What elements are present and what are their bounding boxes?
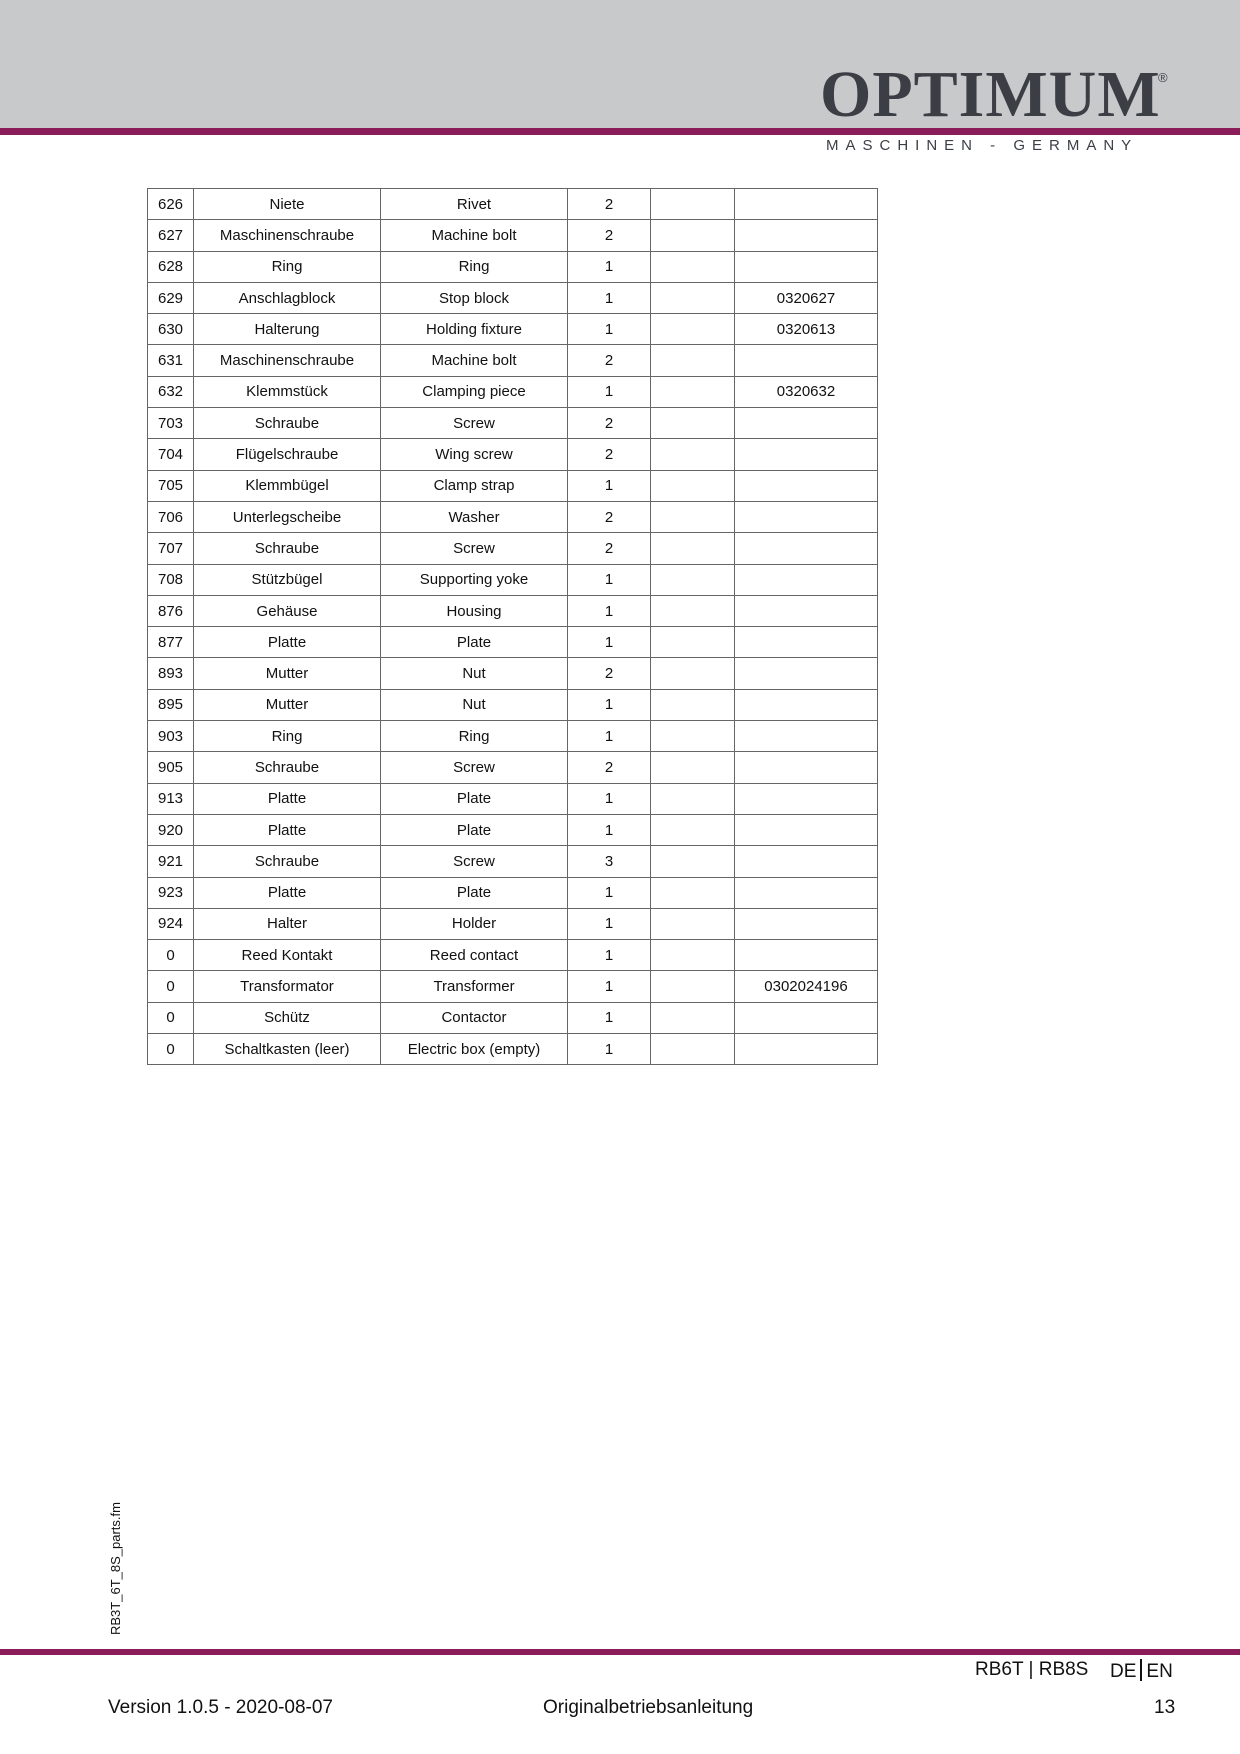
part-name-en: Clamp strap — [381, 470, 568, 501]
lang-en: EN — [1146, 1661, 1173, 1682]
part-name-en: Screw — [381, 752, 568, 783]
part-size — [651, 877, 735, 908]
part-quantity: 2 — [568, 189, 651, 220]
part-name-de: Schütz — [194, 1002, 381, 1033]
part-quantity: 1 — [568, 564, 651, 595]
part-name-en: Nut — [381, 658, 568, 689]
table-row — [148, 971, 878, 1002]
part-name-de: Reed Kontakt — [194, 940, 381, 971]
part-article-number — [735, 814, 878, 845]
part-position: 0 — [148, 1002, 194, 1033]
part-quantity: 1 — [568, 470, 651, 501]
part-size — [651, 439, 735, 470]
table-row — [148, 752, 878, 783]
table-row — [148, 282, 878, 313]
logo-tagline: MASCHINEN - GERMANY — [826, 137, 1139, 154]
lang-de: DE — [1110, 1661, 1137, 1682]
part-position: 630 — [148, 314, 194, 345]
table-row — [148, 376, 878, 407]
part-name-en: Clamping piece — [381, 376, 568, 407]
table-row — [148, 689, 878, 720]
part-name-de: Maschinenschraube — [194, 220, 381, 251]
part-quantity: 1 — [568, 940, 651, 971]
table-row — [148, 595, 878, 626]
part-position: 706 — [148, 501, 194, 532]
part-name-en: Electric box (empty) — [381, 1034, 568, 1065]
part-name-en: Contactor — [381, 1002, 568, 1033]
part-name-en: Nut — [381, 689, 568, 720]
part-quantity: 1 — [568, 376, 651, 407]
part-position: 704 — [148, 439, 194, 470]
part-article-number: 0320627 — [735, 282, 878, 313]
part-position: 893 — [148, 658, 194, 689]
part-quantity: 1 — [568, 908, 651, 939]
part-name-de: Platte — [194, 627, 381, 658]
part-name-en: Screw — [381, 533, 568, 564]
part-size — [651, 408, 735, 439]
part-name-de: Platte — [194, 814, 381, 845]
part-size — [651, 376, 735, 407]
part-size — [651, 627, 735, 658]
part-position: 708 — [148, 564, 194, 595]
part-name-de: Gehäuse — [194, 595, 381, 626]
part-name-en: Stop block — [381, 282, 568, 313]
part-quantity: 1 — [568, 1034, 651, 1065]
page-number: 13 — [1154, 1697, 1176, 1718]
table-row — [148, 846, 878, 877]
part-name-de: Halter — [194, 908, 381, 939]
part-quantity: 2 — [568, 345, 651, 376]
part-article-number — [735, 595, 878, 626]
part-size — [651, 314, 735, 345]
table-row — [148, 721, 878, 752]
part-quantity: 3 — [568, 846, 651, 877]
table-row — [148, 658, 878, 689]
part-article-number — [735, 627, 878, 658]
optimum-logo — [820, 58, 1170, 154]
part-size — [651, 189, 735, 220]
part-name-de: Schraube — [194, 752, 381, 783]
part-size — [651, 940, 735, 971]
part-position: 629 — [148, 282, 194, 313]
part-article-number — [735, 689, 878, 720]
part-name-en: Holding fixture — [381, 314, 568, 345]
table-row — [148, 1002, 878, 1033]
part-position: 703 — [148, 408, 194, 439]
table-row — [148, 814, 878, 845]
part-size — [651, 533, 735, 564]
part-name-de: Flügelschraube — [194, 439, 381, 470]
part-name-de: Ring — [194, 721, 381, 752]
table-row — [148, 783, 878, 814]
part-name-de: Stützbügel — [194, 564, 381, 595]
footer-models: RB6T | RB8S — [975, 1659, 1089, 1680]
part-article-number — [735, 564, 878, 595]
part-name-en: Screw — [381, 408, 568, 439]
part-name-en: Transformer — [381, 971, 568, 1002]
part-position: 631 — [148, 345, 194, 376]
part-size — [651, 564, 735, 595]
part-name-de: Mutter — [194, 689, 381, 720]
part-article-number — [735, 940, 878, 971]
part-name-de: Mutter — [194, 658, 381, 689]
table-row — [148, 564, 878, 595]
part-name-en: Plate — [381, 783, 568, 814]
part-size — [651, 908, 735, 939]
part-quantity: 1 — [568, 783, 651, 814]
parts-table-body — [148, 189, 878, 1065]
part-position: 705 — [148, 470, 194, 501]
part-position: 920 — [148, 814, 194, 845]
part-quantity: 1 — [568, 877, 651, 908]
part-name-en: Washer — [381, 501, 568, 532]
part-article-number — [735, 752, 878, 783]
part-name-en: Machine bolt — [381, 345, 568, 376]
part-name-en: Ring — [381, 251, 568, 282]
table-row — [148, 314, 878, 345]
table-row — [148, 533, 878, 564]
part-position: 895 — [148, 689, 194, 720]
part-article-number — [735, 408, 878, 439]
part-position: 905 — [148, 752, 194, 783]
part-size — [651, 470, 735, 501]
part-position: 0 — [148, 971, 194, 1002]
part-article-number — [735, 908, 878, 939]
part-size — [651, 752, 735, 783]
part-position: 876 — [148, 595, 194, 626]
part-name-en: Housing — [381, 595, 568, 626]
part-position: 913 — [148, 783, 194, 814]
part-quantity: 1 — [568, 627, 651, 658]
part-size — [651, 971, 735, 1002]
part-name-de: Schraube — [194, 846, 381, 877]
part-position: 924 — [148, 908, 194, 939]
footer-document-title: Originalbetriebsanleitung — [543, 1697, 754, 1718]
table-row — [148, 501, 878, 532]
part-quantity: 2 — [568, 439, 651, 470]
part-article-number — [735, 439, 878, 470]
part-name-de: Klemmstück — [194, 376, 381, 407]
part-quantity: 1 — [568, 595, 651, 626]
part-name-de: Platte — [194, 877, 381, 908]
part-quantity: 2 — [568, 408, 651, 439]
part-size — [651, 220, 735, 251]
part-name-en: Screw — [381, 846, 568, 877]
table-row — [148, 940, 878, 971]
part-name-de: Ring — [194, 251, 381, 282]
part-name-en: Plate — [381, 814, 568, 845]
footer-languages — [1110, 1659, 1173, 1683]
part-quantity: 1 — [568, 251, 651, 282]
registered-mark: ® — [1158, 70, 1168, 85]
table-row — [148, 627, 878, 658]
part-size — [651, 251, 735, 282]
part-name-en: Plate — [381, 627, 568, 658]
part-quantity: 2 — [568, 752, 651, 783]
part-name-en: Reed contact — [381, 940, 568, 971]
part-article-number — [735, 251, 878, 282]
part-article-number — [735, 1002, 878, 1033]
part-size — [651, 501, 735, 532]
parts-table — [147, 188, 878, 1065]
part-name-de: Unterlegscheibe — [194, 501, 381, 532]
part-position: 903 — [148, 721, 194, 752]
table-row — [148, 1034, 878, 1065]
part-quantity: 1 — [568, 1002, 651, 1033]
part-name-de: Anschlagblock — [194, 282, 381, 313]
part-article-number — [735, 501, 878, 532]
part-position: 632 — [148, 376, 194, 407]
part-quantity: 2 — [568, 658, 651, 689]
part-article-number — [735, 877, 878, 908]
part-name-de: Niete — [194, 189, 381, 220]
part-size — [651, 814, 735, 845]
logo-wordmark: OPTIMUM — [820, 58, 1161, 131]
part-article-number: 0320632 — [735, 376, 878, 407]
part-size — [651, 721, 735, 752]
part-size — [651, 783, 735, 814]
part-article-number: 0320613 — [735, 314, 878, 345]
part-size — [651, 846, 735, 877]
part-quantity: 1 — [568, 814, 651, 845]
part-name-de: Schraube — [194, 533, 381, 564]
part-size — [651, 282, 735, 313]
part-size — [651, 1002, 735, 1033]
part-article-number — [735, 345, 878, 376]
part-name-de: Transformator — [194, 971, 381, 1002]
part-article-number — [735, 220, 878, 251]
table-row — [148, 345, 878, 376]
part-size — [651, 1034, 735, 1065]
part-size — [651, 345, 735, 376]
part-size — [651, 658, 735, 689]
source-file-label: RB3T_6T_8S_parts.fm — [108, 1502, 123, 1635]
part-size — [651, 689, 735, 720]
part-name-de: Platte — [194, 783, 381, 814]
part-quantity: 1 — [568, 971, 651, 1002]
part-name-de: Halterung — [194, 314, 381, 345]
part-name-en: Machine bolt — [381, 220, 568, 251]
part-article-number — [735, 658, 878, 689]
part-article-number — [735, 533, 878, 564]
part-quantity: 2 — [568, 220, 651, 251]
lang-separator — [1140, 1659, 1142, 1681]
part-position: 0 — [148, 940, 194, 971]
part-position: 707 — [148, 533, 194, 564]
part-position: 921 — [148, 846, 194, 877]
table-row — [148, 220, 878, 251]
table-row — [148, 251, 878, 282]
part-position: 877 — [148, 627, 194, 658]
part-article-number — [735, 721, 878, 752]
part-name-en: Rivet — [381, 189, 568, 220]
part-name-de: Schaltkasten (leer) — [194, 1034, 381, 1065]
part-name-de: Maschinenschraube — [194, 345, 381, 376]
part-article-number — [735, 1034, 878, 1065]
part-position: 627 — [148, 220, 194, 251]
table-row — [148, 470, 878, 501]
part-name-en: Plate — [381, 877, 568, 908]
part-name-de: Schraube — [194, 408, 381, 439]
table-row — [148, 408, 878, 439]
part-position: 923 — [148, 877, 194, 908]
part-quantity: 1 — [568, 721, 651, 752]
part-quantity: 1 — [568, 282, 651, 313]
footer-version: Version 1.0.5 - 2020-08-07 — [108, 1697, 333, 1718]
table-row — [148, 877, 878, 908]
part-name-en: Ring — [381, 721, 568, 752]
part-size — [651, 595, 735, 626]
table-row — [148, 189, 878, 220]
table-row — [148, 908, 878, 939]
table-row — [148, 439, 878, 470]
part-name-en: Holder — [381, 908, 568, 939]
part-position: 626 — [148, 189, 194, 220]
part-position: 0 — [148, 1034, 194, 1065]
part-quantity: 2 — [568, 501, 651, 532]
part-name-en: Wing screw — [381, 439, 568, 470]
part-article-number: 0302024196 — [735, 971, 878, 1002]
part-name-de: Klemmbügel — [194, 470, 381, 501]
part-article-number — [735, 846, 878, 877]
part-position: 628 — [148, 251, 194, 282]
part-name-en: Supporting yoke — [381, 564, 568, 595]
part-article-number — [735, 470, 878, 501]
part-article-number — [735, 783, 878, 814]
part-article-number — [735, 189, 878, 220]
part-quantity: 1 — [568, 689, 651, 720]
part-quantity: 2 — [568, 533, 651, 564]
footer-accent-line — [0, 1649, 1240, 1655]
part-quantity: 1 — [568, 314, 651, 345]
